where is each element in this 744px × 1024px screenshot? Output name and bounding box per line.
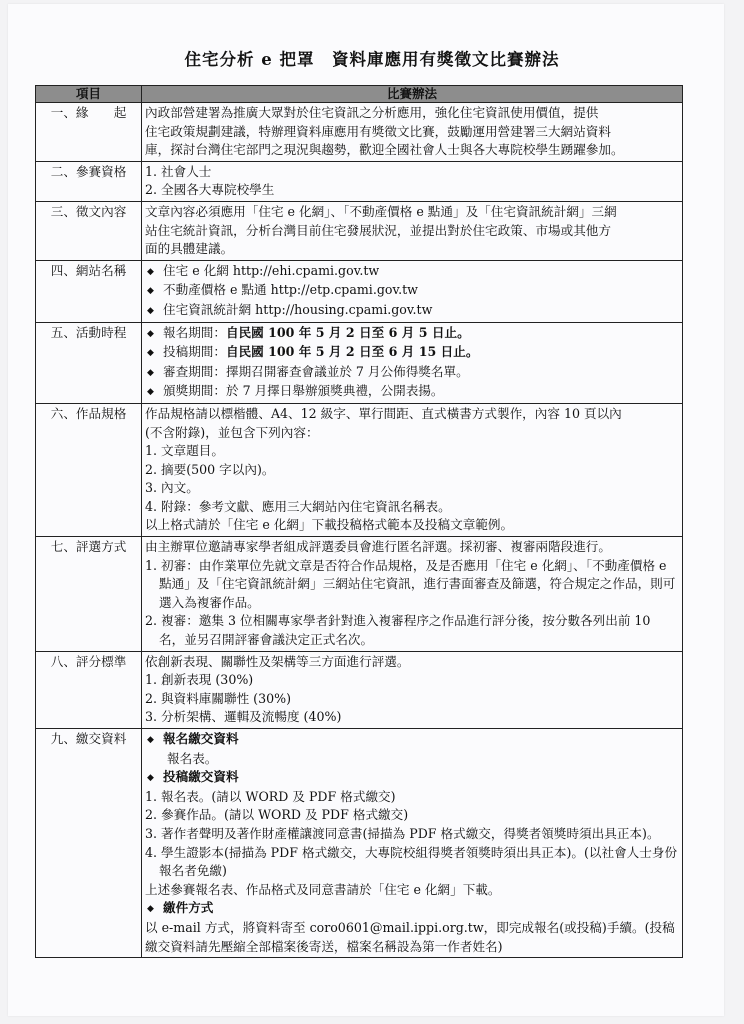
table-row [36,403,683,536]
text-line: 庫，探討台灣住宅部門之現況與趨勢，歡迎全國社會人士與各大專院校學生踴躍參加。 [145,142,624,158]
row-label: 八、評分標準 [36,651,142,728]
text-line: 面的具體建議。 [145,241,234,257]
header-item: 項目 [36,86,142,103]
text-line: 以 e-mail 方式，將資料寄至 coro0601@mail.ippi.org.tw，即完成報名(或投稿)手續。(投稿繳交資料請先壓縮全部檔案後寄送，檔案名稱設為第一作者姓名) [145,919,675,954]
text-line: 由主辦單位邀請專家學者組成評選委員會進行匿名評選。採初審、複審兩階段進行。 [145,539,611,555]
table-row [36,161,683,201]
table-row [36,537,683,652]
rules-table [35,85,683,958]
schedule-item: ◆ 投稿期間：自民國 100 年 5 月 2 日至 6 月 15 日止。 [145,343,679,363]
header-rules: 比賽辦法 [142,86,683,103]
section-heading: ◆ 繳件方式 [145,899,679,919]
website-item: ◆ 不動產價格 e 點通 http://etp.cpami.gov.tw [145,281,679,301]
text-line: (不含附錄)，並包含下列內容： [145,424,319,440]
text-line: 2. 與資料庫關聯性 (30%) [145,690,291,706]
numbered-item: 2. 複審：邀集 3 位相關專家學者針對進入複審程序之作品進行評分後，按分數各列出前 10 名，並另召開評審會議決定正式名次。 [145,613,651,648]
schedule-item: ◆ 審查期間：擇期召開審查會議並於 7 月公佈得獎名單。 [145,363,679,383]
text-line: 以上格式請於「住宅 e 化網」下載投稿格式範本及投稿文章範例。 [145,517,514,533]
row-label: 三、徵文內容 [36,201,142,260]
text-line: 4. 附錄：參考文獻、應用三大網站內住宅資訊名稱表。 [145,498,451,514]
text-line: 站住宅統計資訊，分析台灣目前住宅發展狀況，並提出對於住宅政策、市場或其他方 [145,222,611,238]
section-heading: ◆ 投稿繳交資料 [145,768,679,788]
row-content [142,103,683,162]
row-label: 七、評選方式 [36,537,142,652]
text-line: 2. 摘要(500 字以內)。 [145,461,275,477]
table-row [36,322,683,403]
row-content [142,201,683,260]
row-label: 五、活動時程 [36,322,142,403]
text-line: 作品規格請以標楷體、A4、12 級字、單行間距、直式橫書方式製作，內容 10 頁以內 [145,405,622,421]
section-heading: ◆ 報名繳交資料 [145,730,679,750]
table-row [36,729,683,958]
text-line: 2. 全國各大專院校學生 [145,182,275,198]
numbered-item: 2. 參賽作品。(請以 WORD 及 PDF 格式繳交) [145,807,409,823]
page-title: 住宅分析 e 把罩 資料庫應用有獎徵文比賽辦法 [184,50,560,69]
schedule-item: ◆ 報名期間：自民國 100 年 5 月 2 日至 6 月 5 日止。 [145,324,679,344]
row-content [142,403,683,536]
row-content [142,322,683,403]
text-line: 1. 社會人士 [145,163,212,179]
row-label: 二、參賽資格 [36,161,142,201]
text-line: 1. 文章題目。 [145,443,224,459]
numbered-item: 4. 學生證影本(掃描為 PDF 格式繳交，大專院校組得獎者領獎時須出具正本)。(以社會人士身份報名者免繳) [145,844,678,879]
text-line: 3. 分析架構、邏輯及流暢度 (40%) [145,709,342,725]
row-label: 六、作品規格 [36,403,142,536]
row-content [142,161,683,201]
numbered-item: 3. 著作者聲明及著作財產權讓渡同意書(掃描為 PDF 格式繳交，得獎者領獎時須出具正本)。 [145,825,660,841]
text-line: 1. 創新表現 (30%) [145,672,254,688]
schedule-item: ◆ 頒獎期間：於 7 月擇日舉辦頒獎典禮，公開表揚。 [145,382,679,402]
row-label: 九、繳交資料 [36,729,142,958]
row-content [142,260,683,322]
website-item: ◆ 住宅 e 化網 http://ehi.cpami.gov.tw [145,262,679,282]
text-line: 依創新表現、關聯性及架構等三方面進行評選。 [145,653,410,669]
text-line: 上述參賽報名表、作品格式及同意書請於「住宅 e 化網」下載。 [145,881,501,897]
table-row [36,103,683,162]
table-row [36,260,683,322]
table-row [36,201,683,260]
row-content [142,729,683,958]
text-line: 住宅政策規劃建議，特辦理資料庫應用有獎徵文比賽，鼓勵運用營建署三大網站資料 [145,123,611,139]
numbered-item: 1. 初審：由作業單位先就文章是否符合作品規格，及是否應用「住宅 e 化網」、「不動產價格 e 點通」及「住宅資訊統計網」三網站住宅資訊，進行書面審查及篩選，符合規定之作品，則可選入為複審作品。 [145,557,676,610]
row-label: 四、網站名稱 [36,260,142,322]
text-line: 內政部營建署為推廣大眾對於住宅資訊之分析應用，強化住宅資訊使用價值，提供 [145,105,599,120]
text-line: 報名表。 [167,750,218,766]
website-item: ◆ 住宅資訊統計網 http://housing.cpami.gov.tw [145,301,679,321]
row-label: 一、緣 起 [36,103,142,162]
table-header-row [36,86,683,103]
row-content [142,537,683,652]
row-content [142,651,683,728]
text-line: 3. 內文。 [145,480,199,496]
numbered-item: 1. 報名表。(請以 WORD 及 PDF 格式繳交) [145,788,396,804]
text-line: 文章內容必須應用「住宅 e 化網」、「不動產價格 e 點通」及「住宅資訊統計網」三網 [145,203,617,219]
table-row [36,651,683,728]
